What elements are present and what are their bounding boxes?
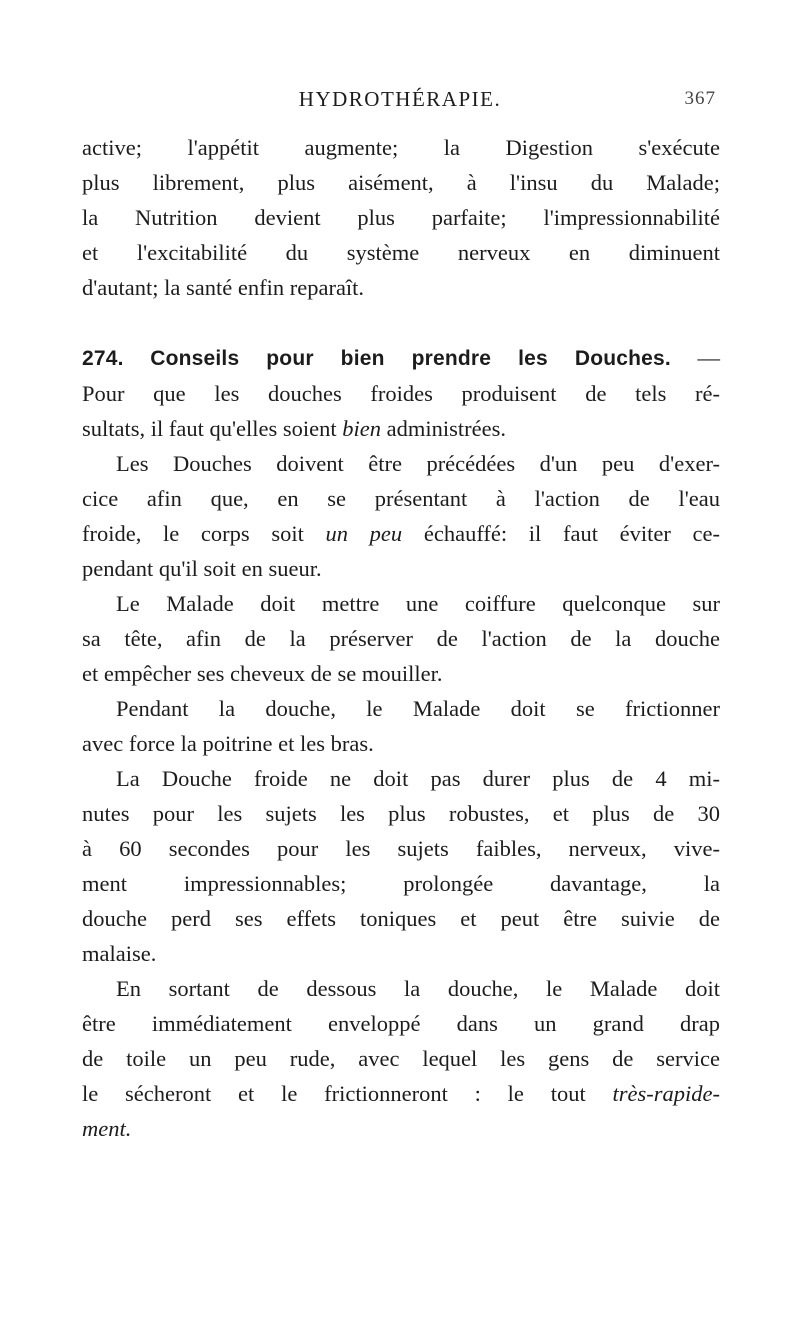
text-line: et l'excitabilité du système nerveux en diminuent <box>82 240 720 265</box>
text-run: sultats, il faut qu'elles soient <box>82 416 343 441</box>
page-number: 367 <box>684 88 716 109</box>
text-line: sa tête, afin de la préserver de l'action de la douche <box>82 626 720 651</box>
text-line: douche perd ses effets toniques et peut être suivie de <box>82 906 720 931</box>
text-line: être immédiatement enveloppé dans un grand drap <box>82 1011 720 1036</box>
section-number: 274. <box>82 347 124 370</box>
text-run: échauffé: il faut éviter ce- <box>402 521 720 546</box>
text-line: la Nutrition devient plus parfaite; l'impressionnabilité <box>82 205 720 230</box>
heading-dash: — <box>670 345 720 370</box>
running-title: HYDROTHÉRAPIE. <box>298 87 502 111</box>
section-gap <box>82 305 720 340</box>
emphasis-text: un peu <box>325 521 403 546</box>
text-run: le sécheront et le frictionneront : le tout <box>82 1081 613 1106</box>
text-line <box>82 1111 720 1146</box>
text-run: froide, le corps soit <box>82 521 326 546</box>
text-line: active; l'appétit augmente; la Digestion s'exécute <box>82 135 720 160</box>
body-text <box>82 130 720 1146</box>
emphasis-text: très-rapide- <box>612 1081 720 1106</box>
text-line: d'autant; la santé enfin reparaît. <box>82 275 365 300</box>
text-line: Pour que les douches froides produisent de tels ré- <box>82 381 720 406</box>
text-run: administrées. <box>381 416 507 441</box>
text-line: à 60 secondes pour les sujets faibles, nerveux, vive- <box>82 836 720 861</box>
text-line: Le Malade doit mettre une coiffure quelconque sur <box>116 591 720 616</box>
paragraph-headwear <box>82 586 720 691</box>
running-head <box>0 84 800 114</box>
section-title: Conseils pour bien prendre les Douches. <box>150 347 671 370</box>
paragraph-friction <box>82 691 720 761</box>
text-line <box>82 411 720 446</box>
paragraph-exercise <box>82 446 720 586</box>
text-line: Pendant la douche, le Malade doit se frictionner <box>116 696 720 721</box>
text-line: La Douche froide ne doit pas durer plus de 4 mi- <box>116 766 720 791</box>
text-line: plus librement, plus aisément, à l'insu du Malade; <box>82 170 720 195</box>
text-line: ment impressionnables; prolongée davantage, la <box>82 871 720 896</box>
text-line: et empêcher ses cheveux de se mouiller. <box>82 661 443 686</box>
text-line: pendant qu'il soit en sueur. <box>82 556 322 581</box>
text-line: malaise. <box>82 941 157 966</box>
text-line: de toile un peu rude, avec lequel les gens de service <box>82 1046 720 1071</box>
text-line <box>82 1076 720 1111</box>
text-line: En sortant de dessous la douche, le Malade doit <box>116 976 720 1001</box>
text-line: Les Douches doivent être précédées d'un peu d'exer- <box>116 451 720 476</box>
paragraph-wrapping <box>82 971 720 1146</box>
text-line <box>82 516 720 551</box>
text-line: cice afin que, en se présentant à l'action de l'eau <box>82 486 720 511</box>
text-line: avec force la poitrine et les bras. <box>82 731 374 756</box>
paragraph-duration <box>82 761 720 971</box>
section-heading-line <box>82 340 720 376</box>
text-line: nutes pour les sujets les plus robustes, et plus de 30 <box>82 801 720 826</box>
emphasis-text: ment. <box>82 1116 132 1141</box>
emphasis-text: bien <box>342 416 382 441</box>
opening-paragraph <box>82 130 720 305</box>
section-heading-paragraph <box>82 340 720 446</box>
